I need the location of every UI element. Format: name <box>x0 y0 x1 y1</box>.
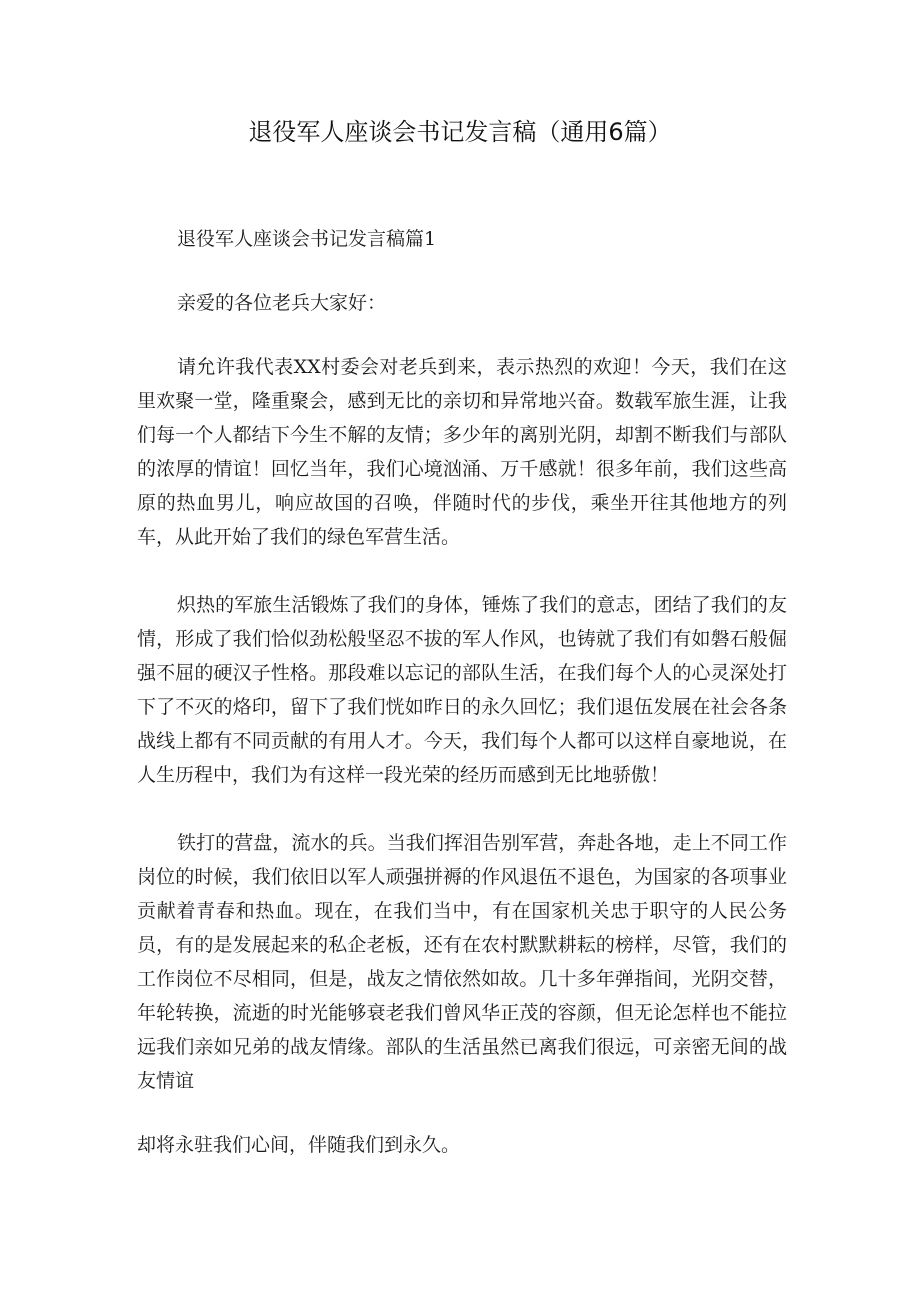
closing-line: 却将永驻我们心间，伴随我们到永久。 <box>137 1134 461 1156</box>
paragraph-2: 炽热的军旅生活锻炼了我们的身体，锤炼了我们的意志，团结了我们的友情，形成了我们恰似劲松般坚忍不拔的军人作风，也铸就了我们有如磐石般倔强不屈的硬汉子性格。那段难以忘记的部队生活，在我们每个人的心灵深处打下了不灭的烙印，留下了我们恍如昨日的永久回忆；我们退伍发展在社会各条战线上都有不同贡献的有用人才。今天，我们每个人都可以这样自豪地说，在人生历程中，我们为有这样一段光荣的经历而感到无比地骄傲！ <box>137 594 787 786</box>
paragraph-3: 铁打的营盘，流水的兵。当我们挥泪告别军营，奔赴各地，走上不同工作岗位的时候，我们依旧以军人顽强拼褥的作风退伍不退色，为国家的各项事业贡献着青春和热血。现在，在我们当中，有在国家机关忠于职守的人民公务员，有的是发展起来的私企老板，还有在农村默默耕耘的榜样，尽管，我们的工作岗位不尽相同，但是，战友之情依然如故。几十多年弹指间，光阴交替，年轮转换，流逝的时光能够衰老我们曾风华正茂的容颜，但无论怎样也不能拉远我们亲如兄弟的战友情缘。部队的生活虽然已离我们很远，可亲密无间的战友情谊 <box>137 832 787 1092</box>
section-heading: 退役军人座谈会书记发言稿篇1 <box>177 228 437 250</box>
paragraph-1: 请允许我代表XX村委会对老兵到来，表示热烈的欢迎！今天，我们在这里欢聚一堂，隆重聚会，感到无比的亲切和异常地兴奋。数载军旅生涯，让我们每一个人都结下今生不解的友情；多少年的离别光阴，却割不断我们与部队的浓厚的情谊！回忆当年，我们心境汹涌、万千感就！很多年前，我们这些高原的热血男儿，响应故国的召唤，伴随时代的步伐，乘坐开往其他地方的列车，从此开始了我们的绿色军营生活。 <box>137 356 787 548</box>
document-title: 退役军人座谈会书记发言稿（通用6篇） <box>248 118 672 146</box>
greeting: 亲爱的各位老兵大家好： <box>177 292 387 314</box>
